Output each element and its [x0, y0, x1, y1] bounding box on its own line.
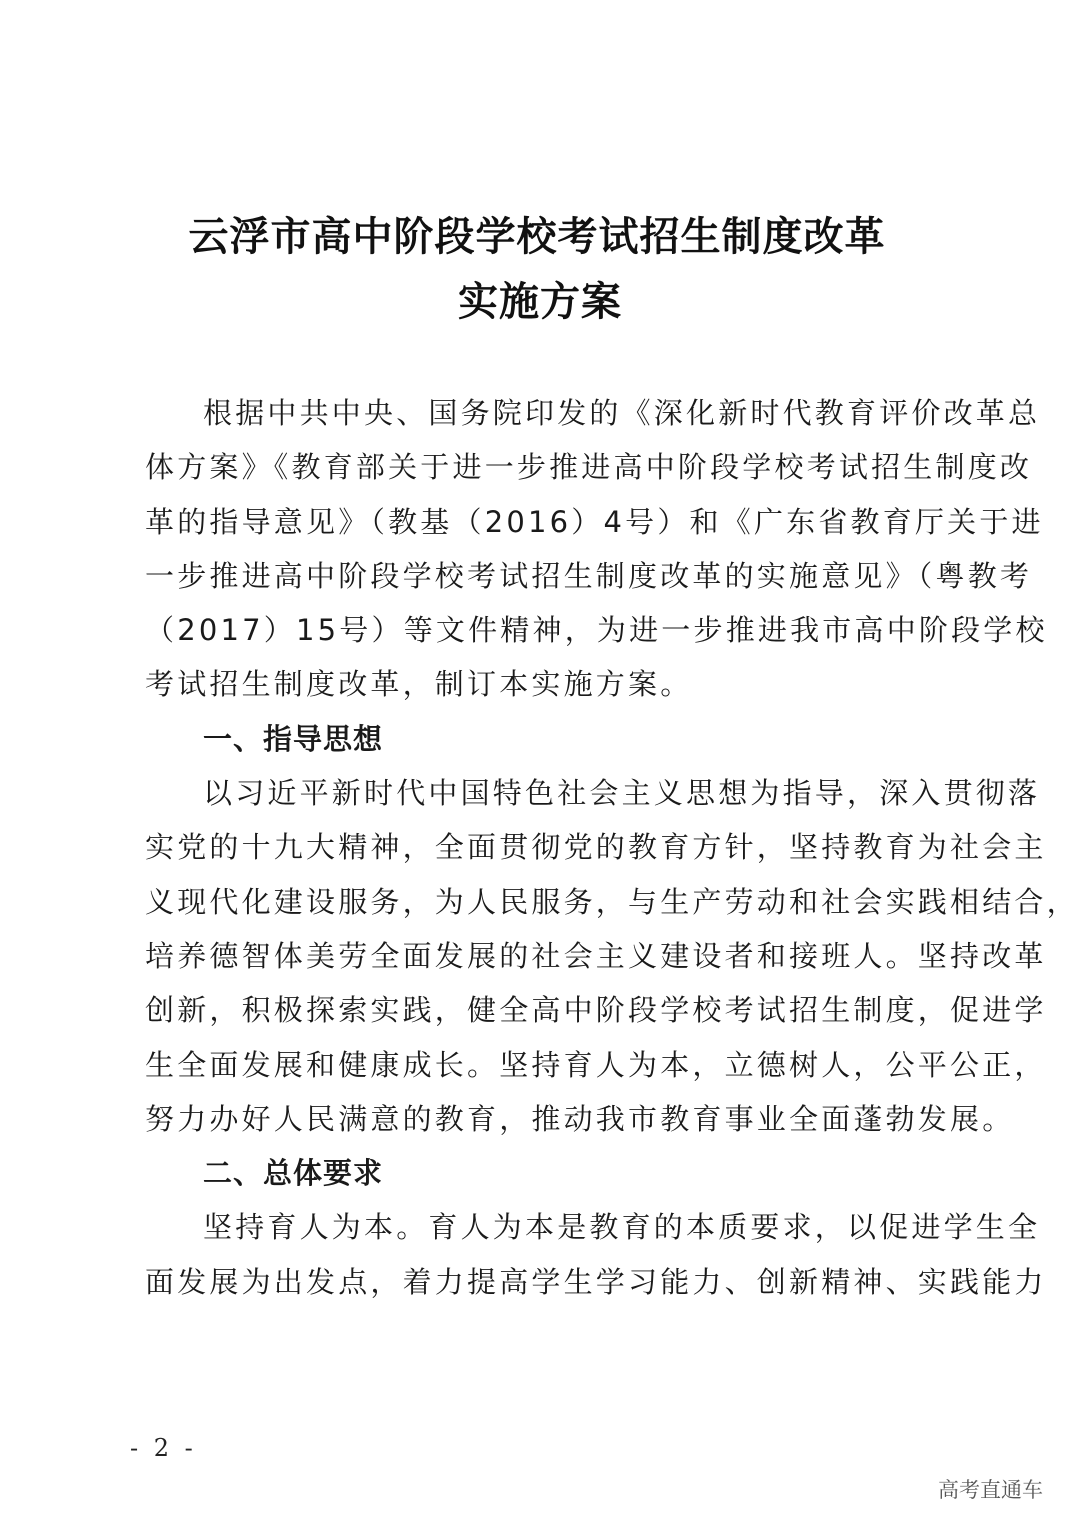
- intro-line: 体方案》《教育部关于进一步推进高中阶段学校考试招生制度改: [145, 450, 1033, 485]
- section1-line: 创新，积极探索实践，健全高中阶段学校考试招生制度，促进学: [145, 993, 1047, 1028]
- section2-line: 面发展为出发点，着力提高学生学习能力、创新精神、实践能力: [145, 1264, 1047, 1299]
- document-body: [145, 386, 1079, 1309]
- intro-line: （2017）15号）等文件精神，为进一步推进我市高中阶段学校: [145, 613, 1048, 648]
- section1-line: 以习近平新时代中国特色社会主义思想为指导，深入贯彻落: [203, 776, 1041, 811]
- intro-line: 一步推进高中阶段学校考试招生制度改革的实施意见》（粤教考: [145, 558, 1033, 593]
- section-heading-guiding-thought: 一、指导思想: [203, 721, 384, 756]
- section1-line: 生全面发展和健康成长。坚持育人为本，立德树人，公平公正，: [145, 1047, 1047, 1082]
- watermark: 高考直通车: [938, 1478, 1043, 1502]
- section2-line: 坚持育人为本。育人为本是教育的本质要求，以促进学生全: [203, 1210, 1041, 1245]
- section1-line: 培养德智体美劳全面发展的社会主义建设者和接班人。坚持改革: [145, 938, 1047, 973]
- section-heading-general-requirements: 二、总体要求: [203, 1156, 384, 1191]
- document-title-line1: 云浮市高中阶段学校考试招生制度改革: [188, 213, 886, 260]
- section1-line: 实党的十九大精神，全面贯彻党的教育方针，坚持教育为社会主: [145, 830, 1047, 865]
- page-number: - 2 -: [130, 1434, 197, 1462]
- intro-line: 根据中共中央、国务院印发的《深化新时代教育评价改革总: [203, 396, 1041, 430]
- intro-line: 考试招生制度改革，制订本实施方案。: [145, 667, 693, 702]
- intro-line: 革的指导意见》（教基（2016）4号）和《广东省教育厅关于进: [145, 504, 1044, 539]
- section1-line: 努力办好人民满意的教育，推动我市教育事业全面蓬勃发展。: [145, 1101, 1015, 1136]
- section1-line: 义现代化建设服务，为人民服务，与生产劳动和社会实践相结合，: [145, 884, 1079, 919]
- document-title-line2: 实施方案: [458, 278, 622, 325]
